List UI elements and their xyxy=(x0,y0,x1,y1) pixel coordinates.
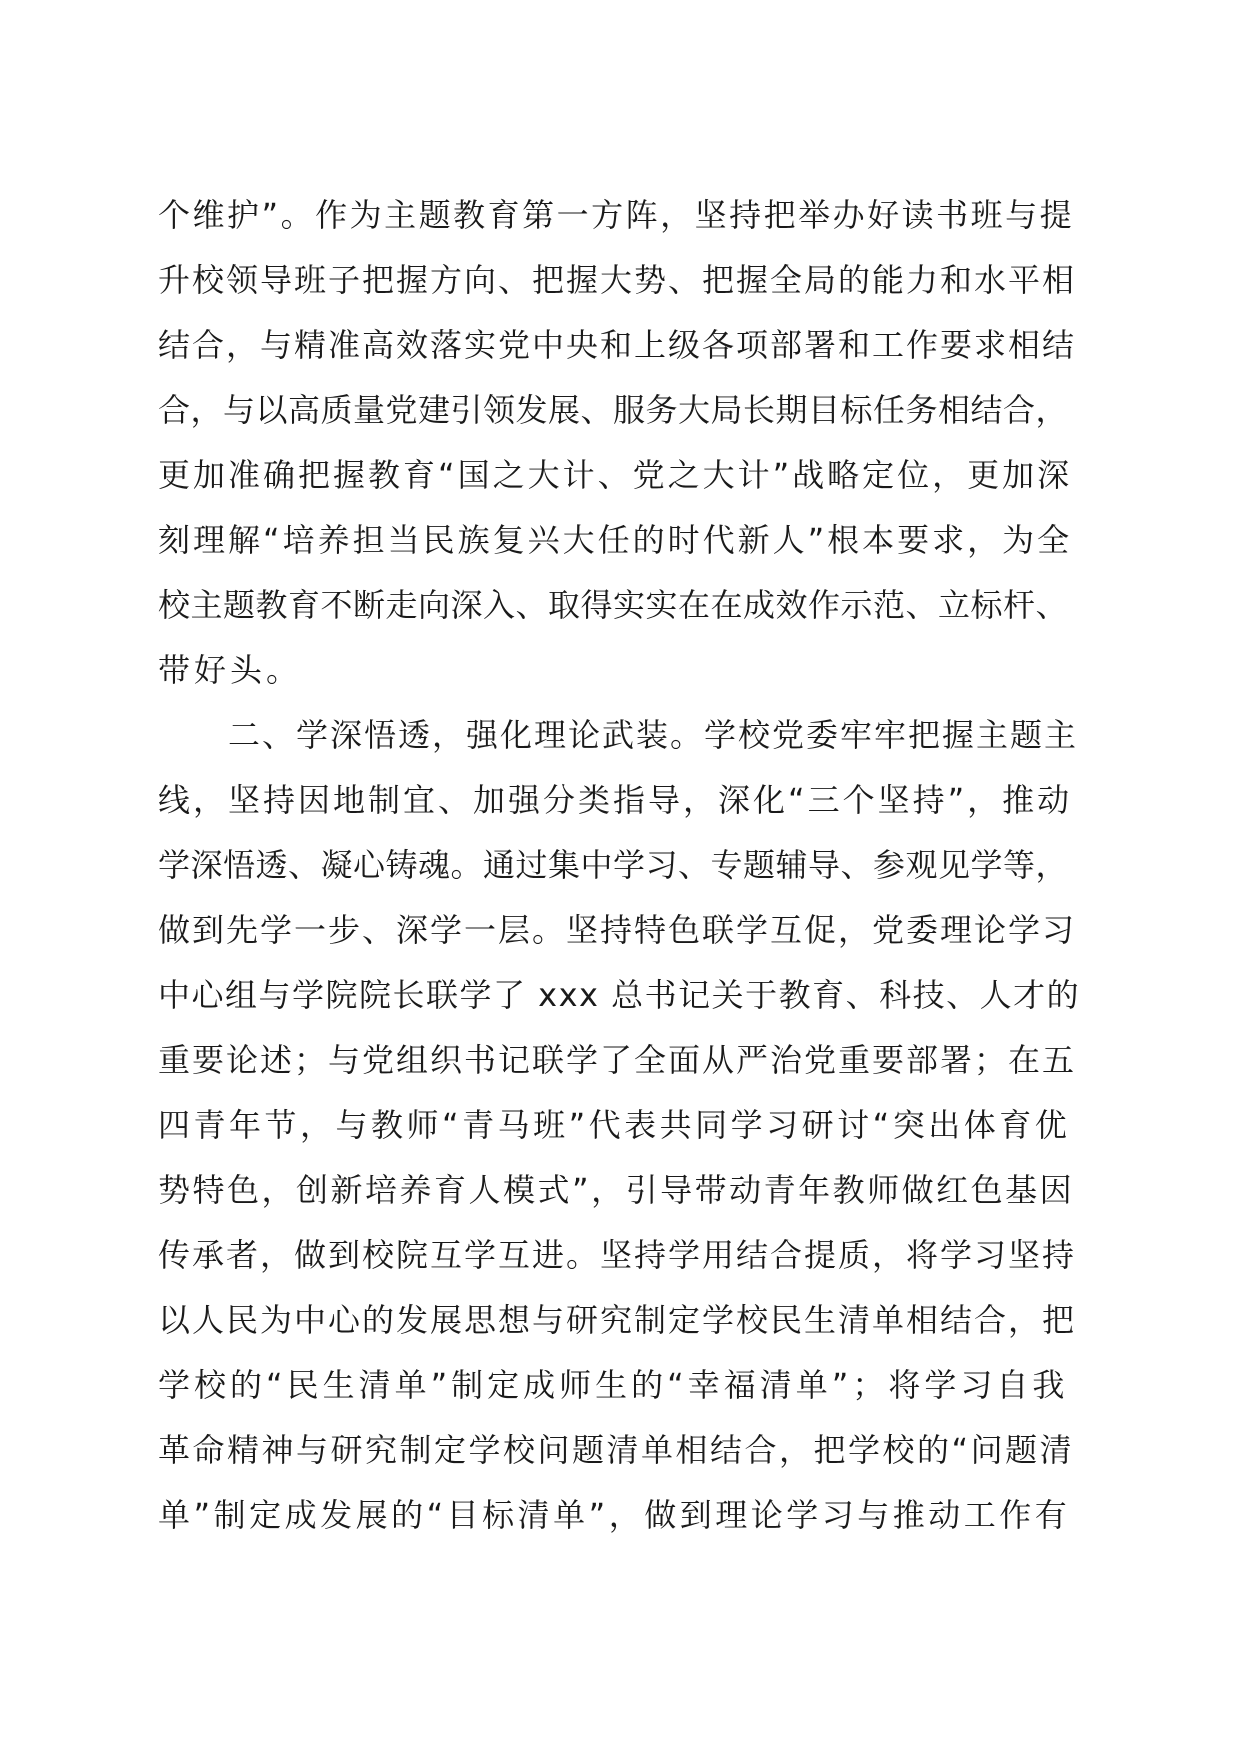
text-line-1: 个维护”。作为主题教育第一方阵，坚持把举办好读书班与提 xyxy=(158,196,1075,234)
text-line-21: 单”制定成发展的“目标清单”，做到理论学习与推动工作有 xyxy=(158,1496,1071,1534)
text-line-11: 学深悟透、凝心铸魂。通过集中学习、专题辅导、参观见学等， xyxy=(158,846,1069,884)
text-line-13: 中心组与学院院长联学了 xxx 总书记关于教育、科技、人才的 xyxy=(158,976,1081,1014)
text-line-17: 传承者，做到校院互学互进。坚持学用结合提质，将学习坚持 xyxy=(158,1236,1077,1274)
text-line-20: 革命精神与研究制定学校问题清单相结合，把学校的“问题清 xyxy=(158,1431,1075,1469)
text-line-18: 以人民为中心的发展思想与研究制定学校民生清单相结合，把 xyxy=(158,1301,1077,1339)
text-line-7: 校主题教育不断走向深入、取得实实在在成效作示范、立标杆、 xyxy=(158,586,1069,624)
text-line-4: 合，与以高质量党建引领发展、服务大局长期目标任务相结合， xyxy=(158,391,1069,429)
text-line-3: 结合，与精准高效落实党中央和上级各项部署和工作要求相结 xyxy=(158,326,1077,364)
text-line-2: 升校领导班子把握方向、把握大势、把握全局的能力和水平相 xyxy=(158,261,1077,299)
text-line-16: 势特色，创新培养育人模式”，引导带动青年教师做红色基因 xyxy=(158,1171,1075,1209)
text-line-15: 四青年节，与教师“青马班”代表共同学习研讨“突出体育优 xyxy=(158,1106,1071,1144)
text-line-6: 刻理解“培养担当民族复兴大任的时代新人”根本要求，为全 xyxy=(158,521,1073,559)
text-line-12: 做到先学一步、深学一层。坚持特色联学互促，党委理论学习 xyxy=(158,911,1077,949)
body-text xyxy=(158,183,1080,1548)
text-line-8: 带好头。 xyxy=(158,651,303,689)
text-line-19: 学校的“民生清单”制定成师生的“幸福清单”；将学习自我 xyxy=(158,1366,1069,1404)
text-line-5: 更加准确把握教育“国之大计、党之大计”战略定位，更加深 xyxy=(158,456,1073,494)
text-line-10: 线，坚持因地制宜、加强分类指导，深化“三个坚持”，推动 xyxy=(158,781,1073,819)
text-line-9: 二、学深悟透，强化理论武装。学校党委牢牢把握主题主 xyxy=(228,716,1079,754)
text-line-14: 重要论述；与党组织书记联学了全面从严治党重要部署；在五 xyxy=(158,1041,1077,1079)
